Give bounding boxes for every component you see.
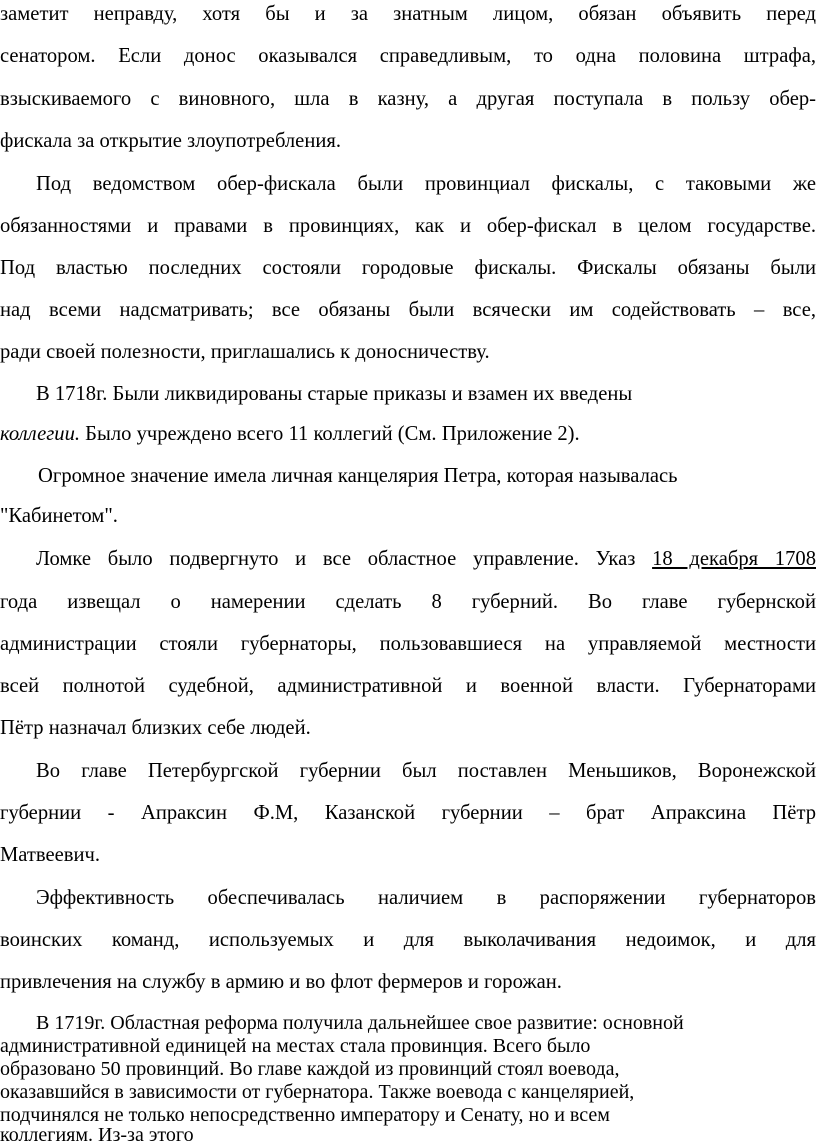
text-line: административной единицей на местах стала провинция. Всего было <box>0 1035 591 1057</box>
text-span: Ломке было подвергнуто и все областное управление. Указ <box>36 548 653 570</box>
text-line: подчинялся не только непосредственно императору и Сенату, но и всем <box>0 1104 610 1126</box>
text-line: Под властью последних состояли городовые фискалы. Фискалы обязаны были <box>0 257 816 279</box>
text-line: воинских команд, используемых и для выколачивания недоимок, и для <box>0 929 816 951</box>
text-line: заметит неправду, хотя бы и за знатным лицом, обязан объявить перед <box>0 3 816 25</box>
text-line: Пётр назначал близких себе людей. <box>0 717 311 739</box>
text-line: коллегиям. Из-за этого <box>0 1124 194 1146</box>
text-line: фискала за открытие злоупотребления. <box>0 130 341 152</box>
date-link[interactable]: 18 декабря 1708 <box>652 548 816 570</box>
text-line: губернии - Апраксин Ф.М, Казанской губернии – брат Апраксина Пётр <box>0 802 816 824</box>
text-line: привлечения на службу в армию и во флот фермеров и горожан. <box>0 971 562 993</box>
text-line: Огромное значение имела личная канцелярия Петра, которая называлась <box>38 465 678 487</box>
text-line: года извещал о намерении сделать 8 губерний. Во главе губернской <box>0 591 816 613</box>
text-line <box>0 547 816 571</box>
text-line <box>0 422 816 446</box>
text-line: Под ведомством обер-фискала были провинциал фискалы, с таковыми же <box>36 173 816 195</box>
text-line: В 1719г. Областная реформа получила дальнейшее свое развитие: основной <box>36 1012 684 1034</box>
text-line: Во главе Петербургской губернии был поставлен Меньшиков, Воронежской <box>36 760 816 782</box>
text-line: В 1718г. Были ликвидированы старые приказы и взамен их введены <box>36 383 633 405</box>
text-line: оказавшийся в зависимости от губернатора. Также воевода с канцелярией, <box>0 1081 635 1103</box>
text-line: Эффективность обеспечивалась наличием в распоряжении губернаторов <box>36 887 816 909</box>
text-line: над всеми надсматривать; все обязаны были всячески им содействовать – все, <box>0 299 816 321</box>
text-line: администрации стояли губернаторы, пользовавшиеся на управляемой местности <box>0 633 816 655</box>
text-line: сенатором. Если донос оказывался справедливым, то одна половина штрафа, <box>0 45 816 67</box>
italic-term: коллегии. <box>0 423 81 445</box>
text-line: обязанностями и правами в провинциях, как и обер-фискал в целом государстве. <box>0 215 816 237</box>
text-line: Матвеевич. <box>0 844 101 866</box>
text-line: ради своей полезности, приглашались к доносничеству. <box>0 341 490 363</box>
text-line: всей полнотой судебной, административной и военной власти. Губернаторами <box>0 675 816 697</box>
text-span: Было учреждено всего 11 коллегий (См. Приложение 2). <box>80 423 580 445</box>
text-line: образовано 50 провинций. Во главе каждой из провинций стоял воевода, <box>0 1058 620 1080</box>
text-line: взыскиваемого с виновного, шла в казну, а другая поступала в пользу обер- <box>0 88 816 110</box>
text-line: "Кабинетом". <box>0 505 118 527</box>
